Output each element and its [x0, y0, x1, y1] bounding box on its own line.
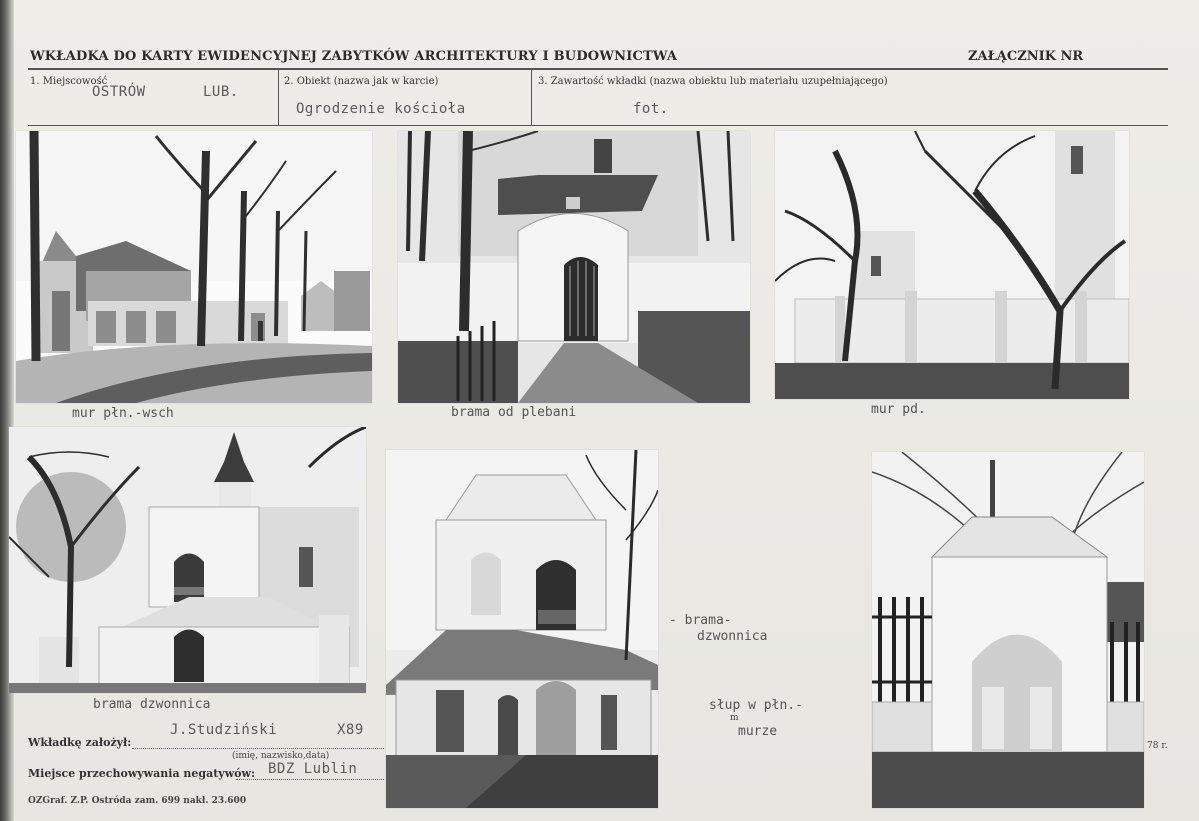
photo-wall-ne	[16, 131, 372, 403]
form-title: WKŁADKA DO KARTY EWIDENCYJNEJ ZABYTKÓW ARCHITEKTURY I BUDOWNICTWA	[30, 49, 678, 64]
photo-pillar-north-wall	[872, 452, 1144, 808]
caption-gate-presbytery: brama od plebani	[451, 405, 577, 420]
author-hint: (imię, nazwisko,data)	[232, 751, 330, 761]
object-value: Ogrodzenie kościoła	[296, 101, 466, 117]
photo-bell-tower-gate	[386, 450, 658, 808]
caption-pillar-line2: murze	[738, 724, 778, 739]
locality-region: LUB.	[203, 84, 239, 100]
field-rule	[28, 125, 1168, 126]
content-label: 3. Zawartość wkładki (nazwa obiektu lub materiału uzupełniającego)	[538, 76, 888, 87]
storage-value: BDZ Lublin	[268, 761, 358, 777]
scan-edge-shadow	[0, 0, 14, 821]
stray-mark: 78 r.	[1147, 741, 1168, 751]
storage-dotline	[236, 779, 384, 780]
author-dotline	[132, 748, 384, 749]
object-label: 2. Obiekt (nazwa jak w karcie)	[284, 76, 439, 87]
printer-info: OZGraf. Z.P. Ostróda zam. 699 nakł. 23.600	[28, 796, 247, 806]
caption-wall-ne: mur płn.-wsch	[72, 406, 174, 421]
author-year: X89	[337, 722, 364, 738]
caption-bell-gate: brama dzwonnica	[93, 697, 211, 712]
author-value: J.Studziński	[170, 722, 278, 738]
photo-gate-presbytery	[398, 131, 750, 403]
caption-wall-s: mur pd.	[871, 402, 926, 417]
caption-bell-tower-gate: - brama-	[669, 613, 732, 628]
field-divider-2	[531, 70, 532, 126]
header-rule	[28, 68, 1168, 70]
photo-wall-s	[775, 131, 1129, 399]
caption-bell-tower-gate-line2: dzwonnica	[697, 629, 768, 644]
annex-label: ZAŁĄCZNIK NR	[968, 49, 1084, 64]
author-label: Wkładkę założył:	[28, 736, 132, 749]
locality-label: 1. Miejscowość	[30, 76, 108, 87]
storage-label: Miejsce przechowywania negatywów:	[28, 767, 256, 780]
caption-pillar: słup w płn.-	[709, 698, 803, 713]
content-value: fot.	[633, 101, 669, 117]
locality-value: OSTRÓW	[92, 84, 146, 100]
caption-pillar-superscript: m	[730, 713, 739, 723]
photo-bell-gate	[9, 427, 366, 693]
field-divider-1	[278, 70, 279, 126]
